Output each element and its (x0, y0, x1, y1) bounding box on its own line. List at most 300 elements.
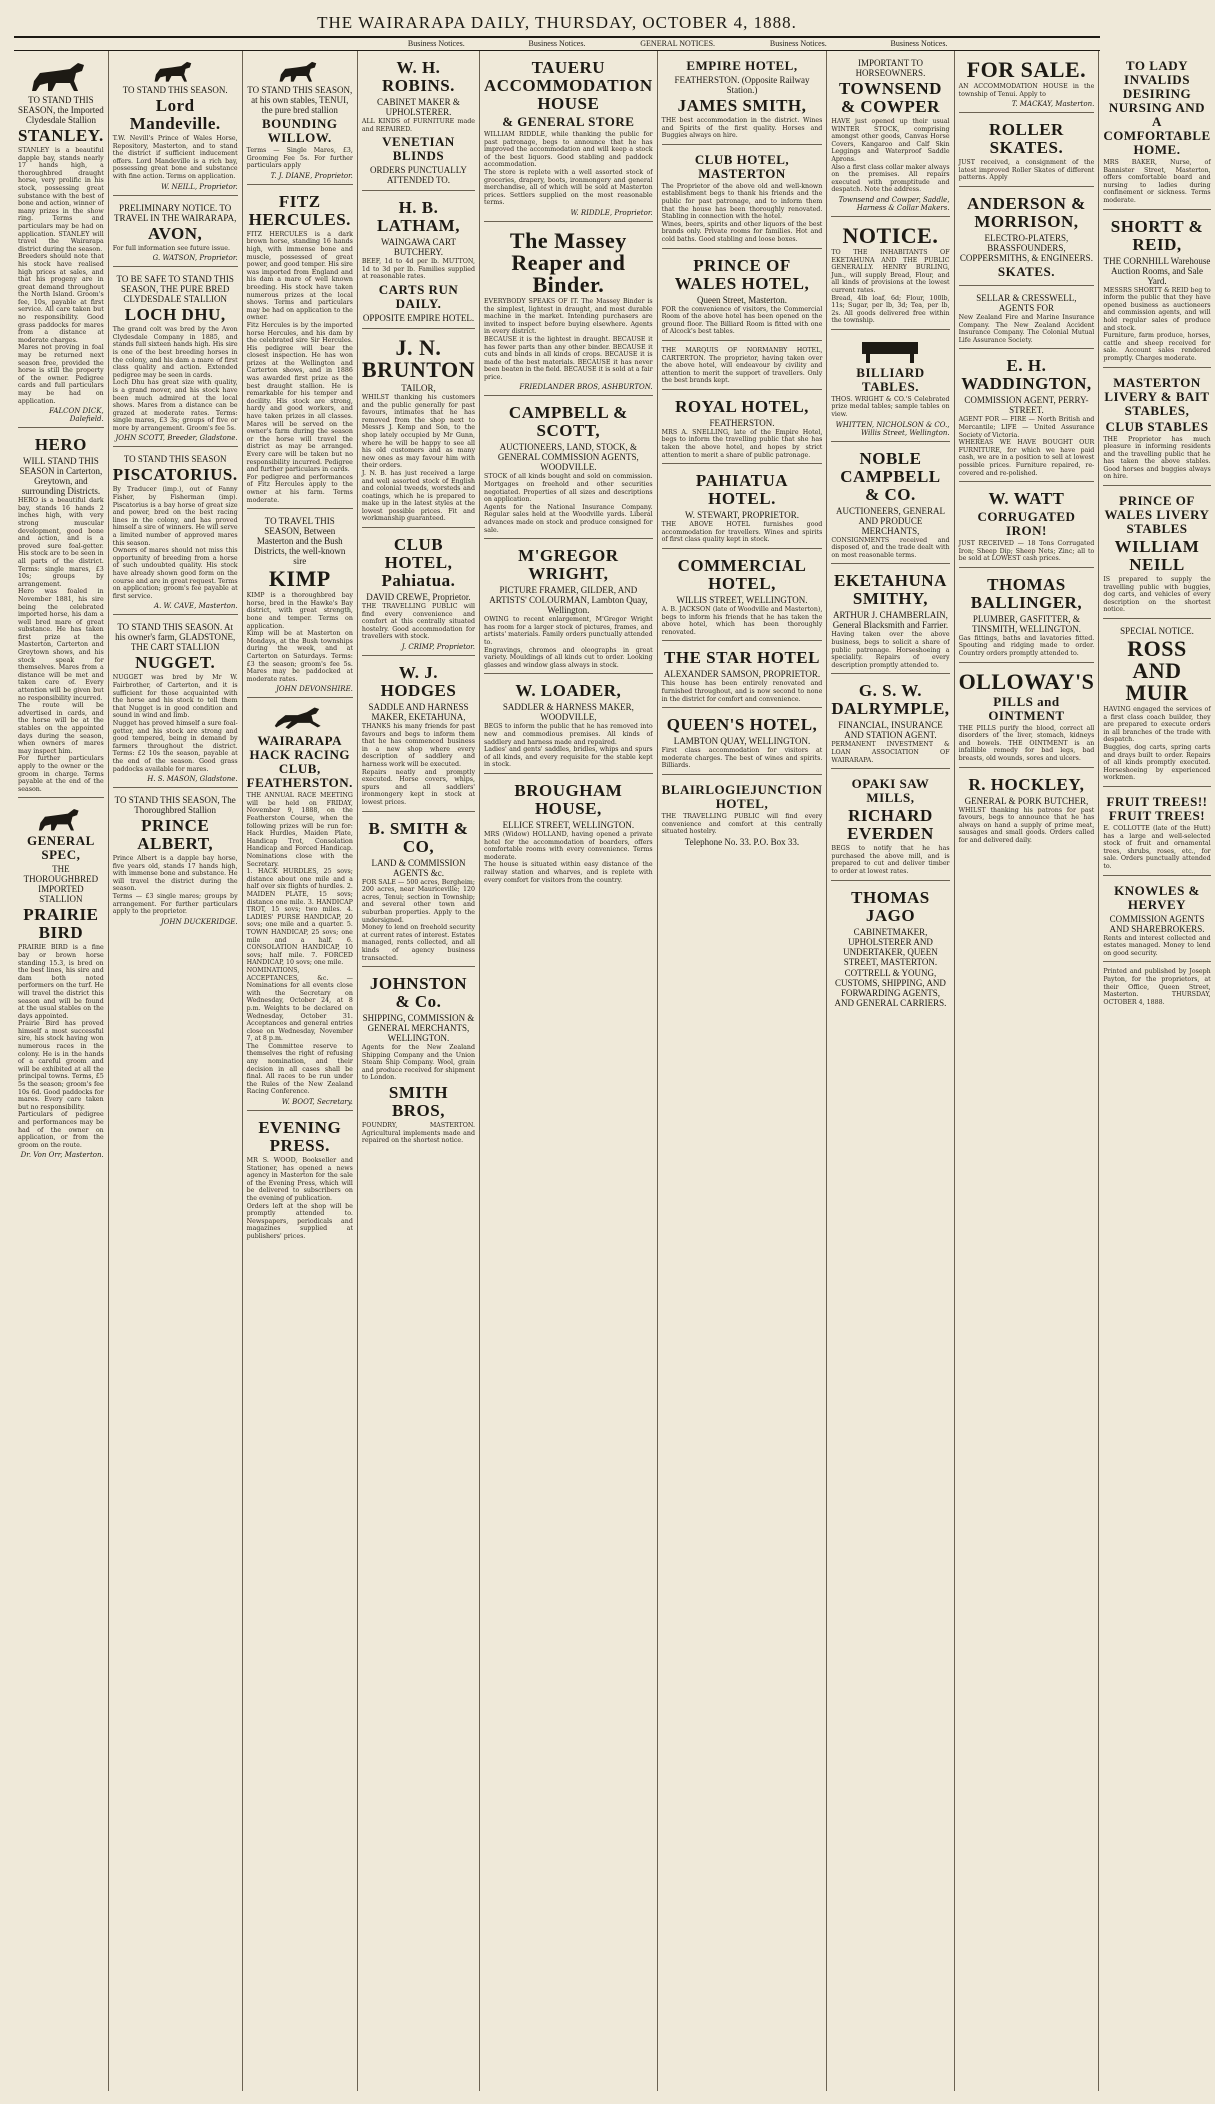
advert-prairie-bird (18, 801, 104, 1163)
advert-title: TAUERU ACCOMMODATION HOUSE (484, 58, 653, 113)
advert-body-filler: Nugget has proved himself a sure foal-getter, and his stock are strong and good tempered, being in demand by farmers throughout the district. Terms: £2 10s the season, payable at the end of the season. Good grass paddocks available for mares. (112, 719, 238, 773)
advert-body: Prince Albert is a dapple bay horse, five years old, stands 17 hands high, with immense bone and substance. He will travel the district during the season. (112, 855, 238, 893)
advert-signature: COTTRELL & YOUNG, CUSTOMS, SHIPPING, AND FORWARDING AGENTS, AND GENERAL CARRIERS. (834, 967, 947, 1008)
advert-signature: ORDERS PUNCTUALLY ATTENDED TO. (370, 165, 467, 186)
advert-title: ROLLER SKATES. (989, 120, 1064, 158)
advert-shortt-reid (1103, 213, 1210, 368)
advert-body: FOR SALE — 500 acres, Bergheim; 200 acres, near Mauriceville; 120 acres, Tenui; section in Township; and several other town and suburban properties. Apply to the undersigned. (361, 878, 476, 924)
advert-latham (362, 194, 475, 329)
advert-body-filler: Ladies' and gents' saddles, bridles, whips and spurs of all kinds, and every requisite for the stable kept in stock. (484, 746, 653, 769)
advert-body: THOS. WRIGHT & CO.'S Celebrated prize medal tables; sample tables on view. (831, 395, 950, 419)
advert-body: MRS (Widow) HOLLAND, having opened a private hotel for the accommodation of boarders, offers comfortable rooms with every convenience. Terms moderate. (484, 830, 653, 861)
advert-subtitle: ARTHUR J. CHAMBERLAIN, General Blacksmith and Farrier. (832, 610, 949, 631)
advert-subtitle: COMMISSION AGENT, PERRY-STREET. (964, 395, 1089, 416)
advert-body: BEGS to notify that he has purchased the above mill, and is prepared to cut and deliver timber to order at lowest rates. (831, 845, 950, 875)
advert-body: PRAIRIE BIRD is a fine bay or brown horse standing 15.3, is bred on the best lines, his sire and dam both noted performers on the turf. He will travel the district this season and will be found at the usual stables on the days appointed. (18, 944, 104, 1020)
advert-title: HERO (34, 435, 87, 455)
advert-subtitle: TO TRAVEL THIS SEASON, Between Masterton and the Bush Districts, the well-known sire (254, 516, 346, 567)
advert-taueru (484, 54, 653, 222)
advert-subtitle: SADDLE AND HARNESS MAKER, EKETAHUNA, (368, 702, 469, 723)
horse-icon (31, 806, 91, 832)
advert-subtitle: AUCTIONEERS, GENERAL AND PRODUCE MERCHANTS, (835, 505, 945, 536)
advert-subtitle: FEATHERSTON. (Opposite Railway Station.) (674, 75, 810, 95)
advert-headline: EVENING PRESS. (258, 1118, 342, 1156)
advert-ballinger (959, 571, 1095, 663)
advert-subtitle: ELECTRO-PLATERS, BRASSFOUNDERS, COPPERSMITHS, & ENGINEERS. (959, 232, 1093, 263)
advert-body-filler: Particulars of pedigree and performances may be had of the owner on application, or from the groom on the route. (18, 1111, 104, 1149)
advert-body-filler: Agents for the National Insurance Company. Regular sales held at the Woodville yards. Liberal advances made on stock and produce consigned for sale. (484, 503, 653, 534)
advert-subtitle: SHIPPING, COMMISSION & GENERAL MERCHANTS, WELLINGTON. (362, 1013, 475, 1044)
advert-kimp (247, 512, 353, 698)
advert-eketahuna-smithy (831, 567, 949, 674)
advert-body-filler: THE MARQUIS OF NORMANBY HOTEL, CARTERTON. The proprietor, having taken over the above hotel, will endeavour by civility and attention to merit the support of travellers. Only the best brands kept. (661, 346, 823, 385)
advert-body: For full information see future issue. (112, 244, 230, 252)
advert-title: PAHIATUA HOTEL. (695, 471, 789, 509)
column-8 (955, 51, 1100, 2091)
advert-body-filler: Money to lend on freehold security at current rates of interest. Estates managed, rents collected, and all kinds of agency business transacted. (361, 924, 476, 962)
column-head: Business Notices. (407, 39, 465, 48)
advert-body: HAVING engaged the services of a first class coach builder, they are prepared to execute orders in all branches of the trade with despatch. (1103, 706, 1211, 744)
column-9 (1099, 51, 1214, 2091)
advert-knowles-hervey (1103, 879, 1210, 963)
advert-subtitle: THE CORNHILL Warehouse Auction Rooms, and Sale Yard. (1103, 255, 1211, 286)
advert-signature: JOHN DUCKERIDGE. (160, 917, 238, 926)
advert-headline: NUGGET. (135, 653, 216, 673)
advert-title: THOMAS JAGO (851, 887, 930, 925)
advert-body-filler: Also a first class collar maker always on the premises. All repairs executed with promptitude and despatch. Note the address. (831, 163, 950, 194)
advert-title: COMMERCIAL HOTEL, (677, 556, 807, 594)
advert-subtitle: TO STAND THIS SEASON. (122, 85, 228, 95)
advert-subtitle: WILLIS STREET, WELLINGTON. (676, 595, 808, 606)
advert-prince-of-wales-stables (1103, 489, 1210, 619)
advert-evening-press (247, 1114, 353, 1245)
column-head: Business Notices. (769, 39, 827, 48)
advert-subtitle: COMMISSION AGENTS AND SHAREBROKERS. (1109, 913, 1205, 934)
advert-opaki-saw-mills (831, 772, 949, 880)
column-head: Business Notices. (890, 39, 948, 48)
advert-body-filler: Engravings, chromos and oleographs in great variety. Mouldings of all kinds cut to order. Looking glasses and window glass always in stock. (484, 646, 653, 669)
racehorse-icon (270, 706, 330, 732)
advert-title: B. SMITH & CO, (368, 818, 469, 856)
advert-headline: VENETIAN BLINDS (382, 134, 455, 164)
advert-loch-dhu (113, 270, 238, 447)
advert-body: THE TRAVELLING PUBLIC will find every convenience and comfort at this centrally situated hostelry. (661, 812, 823, 836)
advert-subtitle: TO BE SAFE TO STAND THIS SEASON, THE PURE BRED CLYDESDALE STALLION (116, 274, 234, 305)
advert-body: MR S. WOOD, Bookseller and Stationer, has opened a news agency in Masterton for the sale of the Evening Press, which will be delivered to subscribers on the evening of publication. (246, 1157, 353, 1202)
advert-title: J. N. BRUNTON (361, 334, 476, 382)
column-head (14, 38, 135, 50)
column-4 (358, 51, 480, 2091)
advert-title: OPAKI SAW MILLS, (851, 776, 930, 806)
advert-body-filler: Owners of mares should not miss this opportunity of breeding from a horse of such undoubted quality. His stock have already shown good form on the course and are in great request. Terms on application; groom's fee payable at first service. (112, 547, 238, 600)
advert-billiard-tables (831, 333, 949, 442)
advert-subtitle: PRELIMINARY NOTICE. TO TRAVEL IN THE WAIRARAPA, (114, 202, 237, 223)
advert-title: MASTERTON LIVERY & BAIT STABLES, (1104, 374, 1210, 418)
advert-loader (484, 677, 653, 774)
advert-noble-campbell (831, 445, 949, 565)
advert-prince-of-wales-hotel (662, 252, 823, 341)
advert-signature: W. BOOT, Secretary. (281, 1098, 353, 1107)
advert-body-filler: Fitz Hercules is by the imported horse Hercules, and his dam by the celebrated sire Sir Hercules. His pedigree will bear the closest inspection. He has won prizes at the Wellington and Carterton shows, and in 1886 was awarded first prize as the best draught stallion. He is remarkable for his temper and docility. His stock are strong, hardy and good workers, and have taken prizes in all classes. Mares will be served on the owner's farm during the season or the horse will travel the district as may be arranged. Every care will be taken but no responsibility incurred. Pedigree and further particulars in cards. (246, 321, 353, 474)
advert-body: STANLEY is a beautiful dapple bay, stands nearly 17 hands high, a thoroughbred draught horse, very prolific in his stock, possessing great substance with the best of bone and action, winner of many prizes in the show ring. Terms and particulars may be had on application. STANLEY will travel the Wairarapa district during the season. (18, 147, 104, 253)
advert-star-hotel (662, 644, 823, 708)
advert-subtitle: CABINET MAKER & UPHOLSTERER. (377, 97, 460, 117)
advert-lord-mandeville (113, 54, 238, 196)
advert-holloways (959, 666, 1095, 768)
advert-body: WILLIAM RIDDLE, while thanking the public for past patronage, begs to announce that he has improved the accommodation and will keep a stock of the best liquors. Good stabling and paddock accommodation. (484, 131, 653, 169)
advert-mgregor-wright (484, 542, 653, 674)
advert-roller-skates (959, 116, 1095, 187)
advert-signature: Telephone No. 33. P.O. Box 33. (684, 836, 800, 847)
advert-club-hotel-pahiatua (362, 531, 475, 656)
advert-signature: JOHN DEVONSHIRE. (276, 685, 353, 694)
advert-subtitle: TO STAND THIS SEASON. At his owner's farm, GLADSTONE, THE CART STALLION (115, 622, 236, 653)
advert-marquis (662, 344, 823, 390)
advert-body-filler: Furniture, farm produce, horses, cattle and sheep received for sale. Account sales rendered promptly. Charges moderate. (1103, 332, 1211, 362)
advert-body-filler: The Committee reserve to themselves the right of refusing any nomination, and their decision in all cases shall be final. All races to be run under the Rules of the New Zealand Racing Conference. (246, 1042, 353, 1096)
advert-signature: T. J. DIANE, Proprietor. (270, 171, 353, 180)
imprint (1103, 965, 1210, 1010)
advert-title: FRUIT TREES!! FRUIT TREES! (1106, 793, 1208, 823)
advert-body: E. COLLOTTE (late of the Hutt) has a large and well-selected stock of fruit and ornamental trees, shrubs, roses, etc., for sale. Orders punctually attended to. (1103, 824, 1211, 870)
advert-body: MRS A. SNELLING, late of the Empire Hotel, begs to inform the travelling public that she has taken the above hotel, and hopes by strict attention to merit a share of public patronage. (661, 428, 823, 459)
advert-subtitle: CABINETMAKER, UPHOLSTERER AND UNDERTAKER, QUEEN STREET, MASTERTON. (843, 926, 938, 967)
advert-title: The Massey Reaper and Binder. (509, 227, 627, 297)
advert-title: PILLS and OINTMENT (988, 693, 1065, 723)
advert-title: IMPORTANT TO HORSEOWNERS. (855, 58, 926, 78)
advert-body: ALL KINDS of FURNITURE made and REPAIRED. (361, 118, 476, 133)
advert-subtitle: LAMBTON QUAY, WELLINGTON. (673, 736, 811, 747)
advert-body: KIMP is a thoroughbred bay horse, bred in the Hawke's Bay district, with great strength, bone and temper. Terms on application. (246, 592, 353, 630)
advert-body-filler: Kimp will be at Masterton on Mondays, at the Bush townships during the week, and at Carterton on Saturdays. Terms: £3 the season; groom's fee 5s. Mares may be paddocked at moderate rates. (246, 630, 353, 683)
advert-title: QUEEN'S HOTEL, (666, 715, 818, 735)
advert-bounding-willow (247, 54, 353, 185)
advert-empire-hotel (662, 54, 823, 145)
advert-body-filler: Prairie Bird has proved himself a most successful sire, his stock having won numerous races in the colony. He is in the hands of a careful groom and will be exhibited at all the principal towns. Terms, £5 5s the season; groom's fee 10s 6d. Good paddocks for mares. Every care taken but no responsibility. (18, 1020, 104, 1111)
advert-subtitle: ELLICE STREET, WELLINGTON. (502, 819, 635, 830)
advert-club-hotel-masterton (662, 148, 823, 249)
advert-headline: SMITH BROS, (388, 1083, 449, 1121)
advert-headline: PISCATORIUS. (112, 465, 238, 485)
advert-johnston (362, 970, 475, 1149)
advert-body-filler: Buggies, dog carts, spring carts and drays built to order. Repairs of all kinds promptly executed. Horseshoeing by experienced workmen. (1103, 744, 1211, 782)
advert-body: TO THE INHABITANTS OF EKETAHUNA AND THE PUBLIC GENERALLY. HENRY BURLING, Jun., will supply Bread, Flour, and all kinds of provisions at the lowest current rates. (831, 248, 950, 294)
masthead-title: THE WAIRARAPA DAILY, THURSDAY, OCTOBER 4, 1888. (317, 13, 797, 32)
advert-body: FITZ HERCULES is a dark brown horse, standing 16 hands high, with immense bone and muscle, possessed of great power, and good temper. His sire was imported from England and his dam a mare of well known breeding. His stock have taken numerous prizes at the local shows. Terms and particulars may be had on application to the owner. (246, 230, 353, 322)
column-3 (243, 51, 358, 2091)
advert-headline: OLLOWAY'S (958, 668, 1095, 694)
advert-subtitle: TO STAND THIS SEASON, at his own stables, TENUI, the pure bred stallion (247, 85, 353, 115)
advert-body-filler: Bread, 4lb loaf, 6d; Flour, 100lb, 11s; Sugar, per lb, 3d; Tea, per lb, 2s. All goods delivered free within the township. (831, 294, 950, 325)
advert-massey (484, 225, 653, 397)
advert-title: GENERAL SPEC, (26, 833, 95, 863)
advert-fruit-trees (1103, 790, 1210, 876)
advert-piscatorius (113, 450, 238, 615)
advert-body: FOR the convenience of visitors, the Commercial Room of the above hotel has been opened on the ground floor. The Billiard Room is fitted with one of Alcock's best tables. (661, 305, 823, 336)
advert-dalrymple (831, 677, 949, 769)
advert-subtitle: W. STEWART, PROPRIETOR. (684, 510, 800, 521)
advert-subtitle: SADDLER & HARNESS MAKER, WOODVILLE, (502, 702, 634, 723)
advert-headline: TOWNSEND & COWPER (839, 79, 942, 116)
advert-body-filler: Wines, beers, spirits and other liquors of the best brands only. Private rooms for families. Hot and cold baths. Good stabling and loose boxes. (661, 220, 823, 243)
advert-subtitle: & GENERAL STORE (502, 114, 635, 129)
advert-subtitle: TAILOR, (401, 382, 436, 393)
advert-subtitle: FEATHERSTON. (709, 417, 775, 428)
advert-headline: BOUNDING WILLOW. (262, 116, 338, 145)
advert-title: E. H. WADDINGTON, (961, 356, 1092, 394)
advert-body: By Traducer (imp.), out of Fanny Fisher, by Fisherman (imp). Piscatorius is a bay horse of great size and power, bred on the best racing lines in the colony, and has proved himself a sire of winners. He will serve a limited number of approved mares this season. (112, 486, 238, 547)
advert-body-filler: Terms — £3 single mares; groups by arrangement. For further particulars apply to the proprietor. (112, 893, 238, 916)
advert-body: THE PILLS purify the blood, correct all disorders of the liver, stomach, kidneys and bowels. THE OINTMENT is an infallible remedy for bad legs, bad breasts, old wounds, sores and ulcers. (958, 724, 1095, 763)
column-head (135, 38, 256, 50)
masthead (14, 10, 1100, 38)
advert-body-filler: WHEREAS WE HAVE BOUGHT OUR FURNITURE, for which we have paid cash, we are in a position to sell at lowest possible prices. Furniture repaired, re-covered and re-polished. (958, 439, 1095, 477)
advert-stanley (18, 54, 104, 428)
advert-subtitle: GENERAL & PORK BUTCHER, (964, 795, 1089, 806)
advert-lady-invalids (1103, 54, 1210, 210)
advert-signature: W. NEILL, Proprietor. (161, 182, 238, 191)
advert-title: R. HOCKLEY, (968, 774, 1085, 794)
advert-subtitle: TO STAND THIS SEASON (123, 454, 227, 465)
advert-watt-corrugated-iron (959, 485, 1095, 568)
advert-body: THE ANNUAL RACE MEETING will be held on FRIDAY, November 9, 1888, on the Featherston Course, when the following prizes will be run for: Hack Hurdles, Maiden Plate, Handicap Trot, Consolation Handicap and Forced Handicap. Nominations close with the Secretary. (246, 792, 353, 868)
advert-title: G. S. W. DALRYMPLE, (831, 681, 950, 719)
advert-body: AGENT FOR — FIRE — North British and Mercantile; LIFE — United Assurance Society of Victoria. (958, 416, 1095, 439)
advert-body: THE best accommodation in the district. Wines and Spirits of the first quality. Horses and Buggies always on hire. (661, 117, 823, 140)
billiard-table-icon (858, 338, 922, 364)
advert-thomas-jago (831, 884, 949, 1013)
advert-body-filler: Repairs neatly and promptly executed. Horse covers, whips, spurs and all saddlers' ironmongery kept in stock at lowest prices. (361, 768, 476, 806)
advert-signature: SKATES. (997, 263, 1055, 279)
columns (14, 51, 1211, 2091)
advert-title: W. H. ROBINS. (382, 58, 455, 95)
advert-smith-co (362, 815, 475, 968)
advert-title: PRINCE OF WALES HOTEL, (674, 255, 810, 293)
advert-body-filler: J. N. B. has just received a large and well assorted stock of English and colonial tweeds, worsteds and coatings, which he is prepared to make up in the latest styles at the lowest possible prices. Fit and workmanship guaranteed. (361, 469, 476, 523)
advert-body: New Zealand Fire and Marine Insurance Company. The New Zealand Accident Insurance Company. The Colonial Mutual Life Assurance Society. (958, 313, 1095, 344)
advert-body: HAVE just opened up their usual WINTER STOCK, comprising amongst other goods, Canvas Horse Covers, Kangaroo and Calf Skin Leggings and Waterproof Saddle Aprons. (831, 118, 950, 163)
horse-icon (26, 59, 96, 93)
advert-body-filler: The store is replete with a well assorted stock of groceries, drapery, boots, ironmongery and general merchandise, all of which will be sold at Masterton prices. Settlers supplied on the most reasonable terms. (484, 168, 653, 207)
advert-body: CONSIGNMENTS received and disposed of, and the trade dealt with on most reasonable terms. (831, 536, 950, 559)
advert-ross-muir (1103, 622, 1210, 787)
advert-body-filler: Mares not proving in foal may be returned next season free, provided the horse is still the property of the owner. Pedigree cards and full particulars may be had on application. (18, 344, 104, 405)
advert-pahiatua-hotel (662, 467, 823, 549)
advert-queens-hotel (662, 711, 823, 775)
advert-title: CLUB HOTEL, MASTERTON (694, 151, 790, 181)
advert-hero (18, 431, 104, 798)
advert-body-filler: Having taken over the above business, begs to solicit a share of public patronage. Horseshoeing a speciality. Repairs of every description promptly attended to. (831, 631, 950, 669)
advert-signature: T. MACKAY, Masterton. (1011, 100, 1095, 109)
advert-body-filler: NOMINATIONS, ACCEPTANCES, &c. — Nominations for all events close with the Secretary on Wednesday, October 24, at 8 p.m. Weights to be declared on Wednesday, October 31. Acceptances and general entries close on Wednesday, November 7, at 8 p.m. (246, 966, 353, 1043)
advert-signature: W. RIDDLE, Proprietor. (570, 208, 653, 217)
column-head: GENERAL NOTICES. (640, 39, 716, 48)
advert-signature: H. S. MASON, Gladstone. (147, 775, 238, 784)
advert-title: JOHNSTON & Co. (369, 974, 468, 1012)
advert-title: KNOWLES & HERVEY (1114, 882, 1200, 912)
advert-body: THE Proprietor has much pleasure in informing residents and the travelling public that he has taken the above stables. Good horses and buggies always on hire. (1103, 435, 1211, 481)
advert-body: WHILST thanking his customers and the public generally for past favours, intimates that he has removed from the shop next to Messrs J. Kemp and Son, to the shop lately occupied by Mr Gunn, where he will be happy to see all his old customers and as many new ones as may favour him with their orders. (361, 393, 476, 470)
advert-body: The grand colt was bred by the Avon Clydesdale Company in 1885, and stands full sixteen hands high. His sire is one of the best breeding horses in the colony, and his dam a mare of first class quality and action. Extended pedigree may be seen in cards. (112, 326, 238, 379)
advert-signature: A. W. CAVE, Masterton. (154, 602, 238, 611)
advert-body: FOUNDRY, MASTERTON. Agricultural implements made and repaired on the shortest notice. (361, 1122, 476, 1145)
advert-avon (113, 199, 238, 268)
advert-title: BILLIARD TABLES. (856, 364, 925, 394)
advert-title: ROYAL HOTEL, (675, 396, 809, 416)
advert-subtitle: PLUMBER, GASFITTER, & TINSMITH, WELLINGTON. (971, 613, 1081, 634)
advert-headline: Lord Mandeville. (129, 96, 221, 133)
imprint-text: Printed and published by Joseph Payton, for the proprietors, at their Office, Queen Street, Masterton. THURSDAY, OCTOBER 4, 1888. (1103, 968, 1211, 1006)
advert-headline: AVON, (148, 223, 203, 243)
advert-body: Terms — Single Mares, £3, Grooming Fee 5s. For further particulars apply (246, 147, 353, 170)
advert-headline: WILLIAM NEILL (1114, 537, 1200, 575)
advert-signature: FALCON DICK, Dalefield. (49, 407, 104, 424)
advert-title: SPECIAL NOTICE. (1120, 626, 1194, 637)
advert-hack-racing-club (247, 701, 353, 1111)
advert-title: NOTICE. (842, 222, 939, 248)
advert-title: BROUGHAM HOUSE, (514, 780, 623, 818)
advert-body-filler: Agents for the New Zealand Shipping Company and the Union Steam Ship Company. Wool, grain and produce received for shipment to London. (361, 1044, 476, 1082)
advert-campbell-scott (484, 399, 653, 539)
advert-title: W. LOADER, (515, 681, 622, 701)
advert-body-filler: Orders left at the shop will be promptly attended to. Newspapers, periodicals and magazines supplied at publishers' prices. (246, 1202, 353, 1240)
advert-subtitle: THE THOROUGHBRED IMPORTED STALLION (23, 864, 99, 905)
advert-body: MRS BAKER, Nurse, of Bannister Street, Masterton, offers comfortable board and nursing to ladies during confinement or sickness. Terms moderate. (1103, 159, 1211, 204)
advert-title: NOBLE CAMPBELL & CO. (840, 448, 941, 504)
advert-headline: LOCH DHU, (124, 305, 226, 325)
advert-fitz-hercules (247, 188, 353, 509)
advert-subtitle: AUCTIONEERS, LAND, STOCK, & GENERAL COMMISSION AGENTS, WOODVILLE. (497, 442, 639, 473)
advert-title: THE STAR HOTEL (664, 648, 820, 668)
advert-body: STOCK of all kinds bought and sold on commission. Mortgages on freehold and other securities negotiated. Properties of all sizes and descriptions on application. (484, 473, 653, 504)
advert-blairlogie (662, 778, 823, 852)
advert-subtitle: Queen Street, Masterton. (697, 294, 787, 305)
advert-body: EVERYBODY SPEAKS OF IT. The Massey Binder is the simplest, lightest in draught, and most durable machine in the market. Intending purchasers are invited to inspect before buying elsewhere. Agents in every district. (484, 297, 653, 336)
advert-body-filler: Breeders should note that his stock have realised high prices at sales, and that his progeny are in great demand throughout the North Island. Groom's fee, 10s, payable at first service. All care taken but no responsibility. Good grass paddocks for mares from a distance at moderate charges. (18, 253, 104, 344)
advert-body-filler: For further particulars apply to the owner or the groom in charge. Terms payable at the end of the season. (18, 755, 104, 793)
advert-body: IS prepared to supply the travelling public with buggies, dog carts, and vehicles of every description on the shortest notice. (1103, 576, 1211, 614)
advert-body-filler: For pedigree and performances of Fitz Hercules apply to the owner at his farm. Terms moderate. (246, 473, 353, 504)
advert-body-filler: Gas fittings, baths and lavatories fitted. Spouting and ridging made to order. Country orders promptly attended to. (958, 634, 1095, 658)
advert-body-filler: BECAUSE it is the lightest in draught. BECAUSE it has fewer parts than any other binder. BECAUSE it cuts and binds in all kinds of crops. BECAUSE it is made of the best materials. BECAUSE it has never been beaten in the field. BECAUSE it is sold at a fair price. (484, 335, 653, 381)
advert-livery-stables (1103, 371, 1210, 487)
advert-body-filler: Rents and interest collected and estates managed. Money to lend on good security. (1103, 934, 1211, 957)
advert-title: CAMPBELL & SCOTT, (508, 403, 628, 441)
advert-title: PRINCE OF WALES LIVERY STABLES (1104, 493, 1210, 537)
advert-signature: WHITTEN, NICHOLSON & CO., Willis Street, Wellington. (835, 420, 950, 437)
advert-body: OWING to recent enlargement, M'Gregor Wright has room for a larger stock of pictures, frames, and artists' materials. Family orders punctually attended to. (484, 616, 653, 646)
advert-title: CLUB HOTEL, Pahiatua. (381, 535, 456, 591)
advert-notice (831, 220, 949, 330)
advert-body: PERMANENT INVESTMENT & LOAN ASSOCIATION OF WAIRARAPA. (831, 741, 950, 764)
advert-title: TO LADY INVALIDS DESIRING NURSING AND A COMFORTABLE HOME. (1103, 58, 1211, 157)
advert-body: HERO is a beautiful dark bay, stands 16 hands 2 inches high, with very strong muscular development, good bone and action, and is a proved sure foal-getter. His stock are to be seen in all parts of the district. Terms: single mares, £3 10s; groups by arrangement. (18, 497, 104, 588)
advert-body-filler: 1. HACK HURDLES, 25 sovs; distance about one mile and a half over six flights of hurdles. 2. MAIDEN PLATE, 15 sovs; distance one mile. 3. HANDICAP TROT, 15 sovs; two miles. 4. LADIES' PURSE HANDICAP, 20 sovs; one mile and a quarter. 5. TOWN HANDICAP, 25 sovs; one mile and a half. 6. CONSOLATION HANDICAP, 10 sovs; half mile. 7. FORCED HANDICAP, 10 sovs; one mile. (246, 868, 353, 967)
advert-hodges (362, 659, 475, 812)
advert-royal-hotel (662, 393, 823, 464)
advert-brougham-house (484, 777, 653, 888)
advert-title: STANLEY. (18, 126, 104, 145)
advert-robins (362, 54, 475, 191)
advert-brunton (362, 332, 475, 528)
advert-signature: J. CRIMP, Proprietor. (401, 643, 476, 652)
advert-subtitle: ALEXANDER SAMSON, PROPRIETOR. (663, 669, 821, 680)
advert-subtitle: PICTURE FRAMER, GILDER, AND ARTISTS' COLOURMAN, Lambton Quay, Wellington. (489, 585, 648, 616)
advert-body: T.W. Nevill's Prince of Wales Horse, Repository, Masterton, and to stand the district if sufficient inducement offers. Lord Mandeville is a rich bay, possessing great bone and substance with fine action. Terms on application. (112, 135, 238, 180)
advert-title: EMPIRE HOTEL, (686, 58, 798, 73)
advert-headline: JAMES SMITH, (677, 96, 807, 115)
advert-headline: FOR SALE. (966, 57, 1087, 82)
advert-signature: G. WATSON, Proprietor. (152, 254, 238, 263)
horse-icon (272, 59, 328, 83)
advert-title: W. WATT (988, 489, 1065, 509)
advert-prince-albert (113, 791, 238, 930)
advert-body: NUGGET was bred by Mr W. Fairbrother, of Carterton, and it is sufficient for those acquainted with the horse and his stock to tell them that Nugget is in good condition and sound in wind and limb. (112, 674, 238, 720)
advert-commercial-hotel (662, 552, 823, 641)
column-7 (827, 51, 954, 2091)
advert-headline: FITZ HERCULES. (248, 191, 351, 229)
advert-subtitle: LAND & COMMISSION AGENTS &c. (371, 857, 466, 878)
column-2 (109, 51, 243, 2091)
advert-body: MESSRS SHORTT & REID beg to inform the public that they have opened business as auctioneers and commission agents, and will hold regular sales of produce and stock. (1103, 286, 1211, 332)
advert-headline: CARTS RUN DAILY. (378, 281, 459, 311)
advert-subtitle: TO STAND THIS SEASON, the Imported Clydesdale Stallion (18, 95, 104, 125)
advert-title: ANDERSON & MORRISON, (967, 193, 1086, 231)
advert-waddington (959, 352, 1095, 482)
column-6 (658, 51, 828, 2091)
advert-body-filler: The house is situated within easy distance of the railway station and wharves, and is replete with every comfort for visitors from the country. (484, 861, 653, 884)
advert-body: BEEF, 1d to 4d per lb. MUTTON, 1d to 3d per lb. Families supplied at reasonable rates. (361, 258, 476, 281)
advert-body-filler: Hero was foaled in November 1881, his sire being the celebrated imported horse, his dam a well bred mare of great substance. He has taken first prize at the Masterton, Carterton and Greytown shows, and his stock speak for themselves. Mares from a distance will be met and taken care of. Every attention will be given but no responsibility incurred. (18, 588, 104, 702)
advert-body-filler: Loch Dhu has great size with quality, is a grand mover, and his stock have been much admired at the local shows. Mares from a distance can be grazed at moderate rates. Terms: single mares, £3 3s; groups of five or more by arrangement. Groom's fee 5s. (112, 379, 238, 432)
column-1 (14, 51, 109, 2091)
advert-headline: ROSS AND MUIR (1125, 636, 1189, 706)
advert-signature: Dr. Von Orr, Masterton. (20, 1151, 104, 1160)
advert-body: The Proprietor of the above old and well-known establishment begs to thank his friends and the public for past patronage, and to inform them that the house has been thoroughly renovated. Stabling in connection with the hotel. (661, 182, 823, 221)
advert-body: AN ACCOMMODATION HOUSE in the township of Tenui. Apply to (958, 83, 1095, 98)
advert-subtitle: SELLAR & CRESSWELL, AGENTS FOR (976, 292, 1077, 313)
advert-body-filler: The route will be advertised in cards, and the horse will be at the stables on the appointed days during the season, when owners of mares may inspect him. (18, 702, 104, 755)
advert-signature: FRIEDLANDER BROS, ASHBURTON. (519, 383, 653, 392)
advert-body-filler: This house has been entirely renovated and furnished throughout, and is now second to none in the district for comfort and convenience. (661, 680, 823, 703)
advert-headline: CORRUGATED IRON! (977, 509, 1076, 539)
advert-title: WAIRARAPA HACK RACING CLUB, FEATHERSTON. (246, 733, 353, 791)
advert-subtitle: WILL STAND THIS SEASON in Carterton, Greytown, and surrounding Districts. (19, 456, 103, 497)
advert-headline: PRINCE ALBERT, (137, 816, 214, 854)
advert-hockley (959, 771, 1095, 849)
advert-subtitle: DAVID CREWE, Proprietor. (366, 592, 471, 603)
advert-headline: RICHARD EVERDEN (847, 806, 934, 844)
advert-signature: Townsend and Cowper, Saddle, Harness & Collar Makers. (838, 195, 950, 212)
column-5 (480, 51, 658, 2091)
advert-subtitle: FINANCIAL, INSURANCE AND STATION AGENT. (838, 720, 943, 741)
advert-title: EKETAHUNA SMITHY, (834, 571, 947, 609)
advert-title: THOMAS BALLINGER, (970, 574, 1083, 612)
advert-headline: KIMP (268, 566, 331, 592)
advert-body-filler: WHILST thanking his patrons for past favours, begs to announce that he has always on hand a supply of prime meat, sausages and small goods. Orders called for and delivered daily. (958, 806, 1095, 844)
column-headers (14, 38, 1100, 51)
advert-body: JUST received, a consignment of the latest improved Roller Skates of different patterns. Apply (958, 159, 1095, 182)
advert-title: W. J. HODGES (380, 663, 457, 701)
advert-headline: PRAIRIE BIRD (23, 905, 99, 943)
advert-body-filler: THE ABOVE HOTEL furnishes good accommodation for travellers. Wines and spirits of first class quality kept in stock. (661, 521, 823, 544)
advert-for-sale (959, 54, 1095, 113)
advert-body: THANKS his many friends for past favours and begs to inform them that he has commenced business in a new shop where every description of saddlery and harness work will be executed. (361, 723, 476, 768)
advert-title: BLAIRLOGIEJUNCTION HOTEL, (661, 781, 823, 811)
advert-title: M'GREGOR WRIGHT, (518, 546, 619, 584)
advert-anderson-morrison (959, 190, 1095, 286)
column-head (255, 38, 376, 50)
